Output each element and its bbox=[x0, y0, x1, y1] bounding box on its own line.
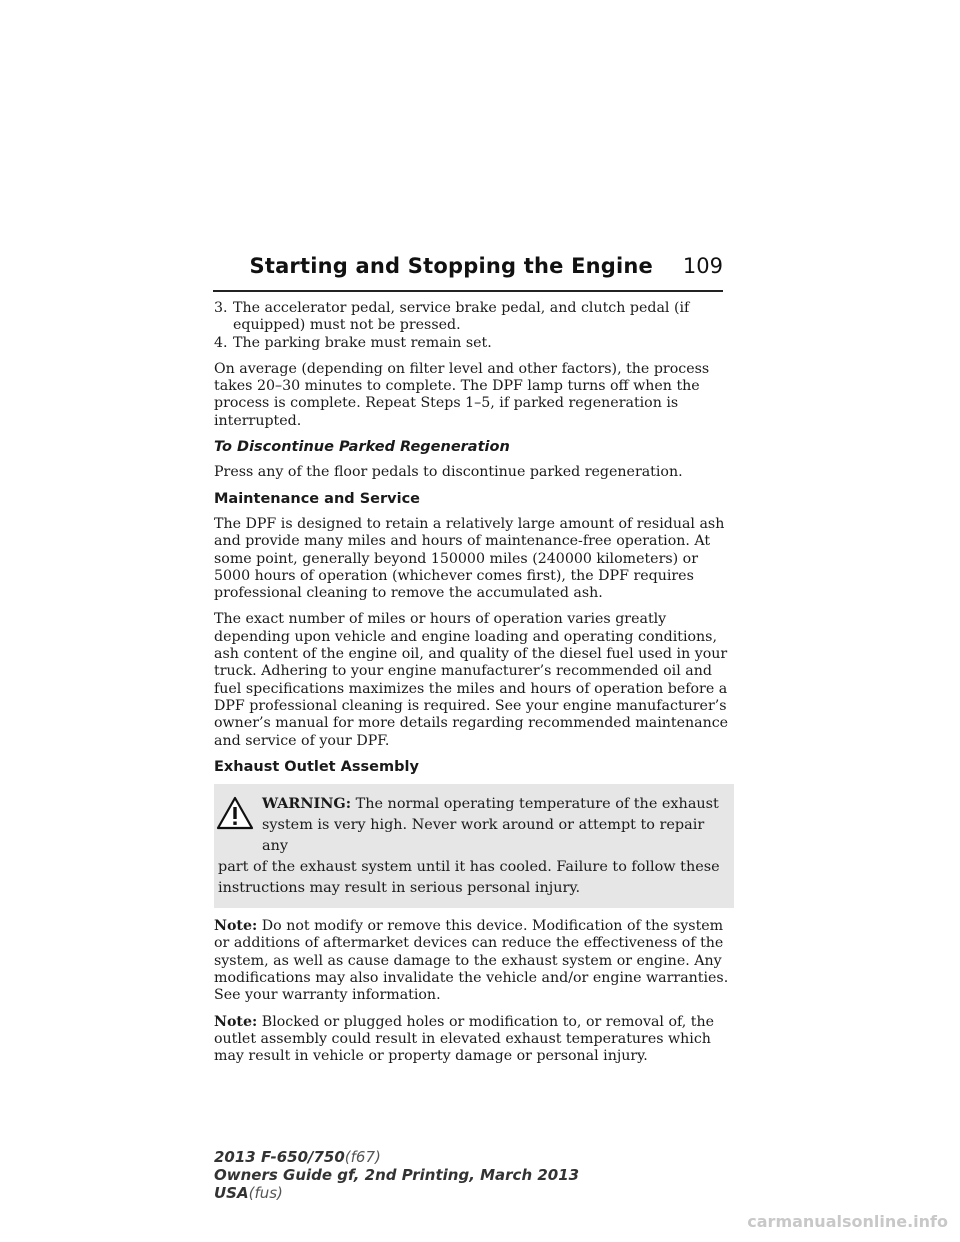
footer-guide: Owners Guide gf, 2nd Printing, March 2013 bbox=[214, 1166, 580, 1184]
note-text: Blocked or plugged holes or modification to, or removal of, the outlet assembly could result in elevated exhaust temperatures which may result in vehicle or property damage or personal injury. bbox=[214, 1013, 715, 1065]
heading-maintenance-service: Maintenance and Service bbox=[214, 490, 420, 507]
note-blocked-holes bbox=[214, 1014, 734, 1066]
list-item bbox=[214, 335, 734, 352]
paragraph-discontinue: Press any of the floor pedals to discontinue parked regeneration. bbox=[214, 464, 683, 481]
step-number: 3. bbox=[214, 300, 228, 316]
warning-label: WARNING: bbox=[262, 795, 352, 813]
footer-market-code: (fus) bbox=[248, 1184, 283, 1202]
paragraph-maintenance-1: The DPF is designed to retain a relatively large amount of residual ash and provide many miles and hours of maintenance-free operation. At some point, generally beyond 150000 miles (240000 kilometers) or 5000 hours of operation (whichever comes first), the DPF requires professional cleaning to remove the accumulated ash. bbox=[214, 515, 725, 602]
warning-box bbox=[214, 784, 734, 908]
page-header bbox=[213, 254, 723, 292]
warning-first-line bbox=[218, 793, 724, 815]
footer-model-code: (f67) bbox=[344, 1148, 381, 1166]
page-number: 109 bbox=[682, 254, 723, 278]
note-label: Note: bbox=[214, 1013, 258, 1030]
section-title: Starting and Stopping the Engine bbox=[249, 254, 653, 278]
footer-model: 2013 F-650/750 bbox=[214, 1148, 345, 1166]
list-item bbox=[214, 300, 734, 335]
footer-market: USA bbox=[214, 1184, 249, 1202]
step-text: The accelerator pedal, service brake pedal, and clutch pedal (if equipped) must not be pressed. bbox=[233, 300, 690, 334]
note-modification bbox=[214, 918, 734, 1004]
heading-discontinue-regeneration: To Discontinue Parked Regeneration bbox=[214, 439, 510, 456]
step-list bbox=[214, 300, 734, 352]
warning-triangle-icon bbox=[216, 796, 254, 830]
page-content bbox=[214, 300, 734, 1075]
footer-market-line bbox=[214, 1184, 579, 1202]
page-footer bbox=[214, 1148, 579, 1202]
heading-exhaust-outlet: Exhaust Outlet Assembly bbox=[214, 758, 419, 775]
warning-text-rest: part of the exhaust system until it has cooled. Failure to follow these instructions may result in serious personal injury. bbox=[218, 859, 720, 897]
warning-second-line: system is very high. Never work around or attempt to repair any bbox=[262, 817, 705, 855]
step-number: 4. bbox=[214, 334, 228, 351]
warning-text-line1: The normal operating temperature of the exhaust bbox=[355, 796, 719, 813]
watermark: carmanualsonline.info bbox=[747, 1212, 948, 1231]
paragraph-maintenance-2: The exact number of miles or hours of operation varies greatly depending upon vehicle and engine loading and operating conditions, ash content of the engine oil, and quality of the diesel fuel used in your truck. Adhering to your engine manufacturer’s recommended oil and fuel specifications maximizes the miles and hours of operation before a DPF professional cleaning is required. See your engine manufacturer’s owner’s manual for more details regarding recommended maintenance and service of your DPF. bbox=[214, 611, 729, 749]
step-text: The parking brake must remain set. bbox=[233, 334, 492, 351]
paragraph-average-duration: On average (depending on filter level and other factors), the process takes 20–30 minutes to complete. The DPF lamp turns off when the process is complete. Repeat Steps 1–5, if parked regeneration is interrupted. bbox=[214, 360, 710, 429]
footer-model-line bbox=[214, 1148, 579, 1166]
note-text: Do not modify or remove this device. Modification of the system or additions of aftermarket devices can reduce the effectiveness of the system, as well as cause damage to the exhaust system or engine. Any modifications may also invalidate the vehicle and/or engine warranties. See your warranty information. bbox=[214, 918, 729, 1004]
note-label: Note: bbox=[214, 918, 258, 935]
